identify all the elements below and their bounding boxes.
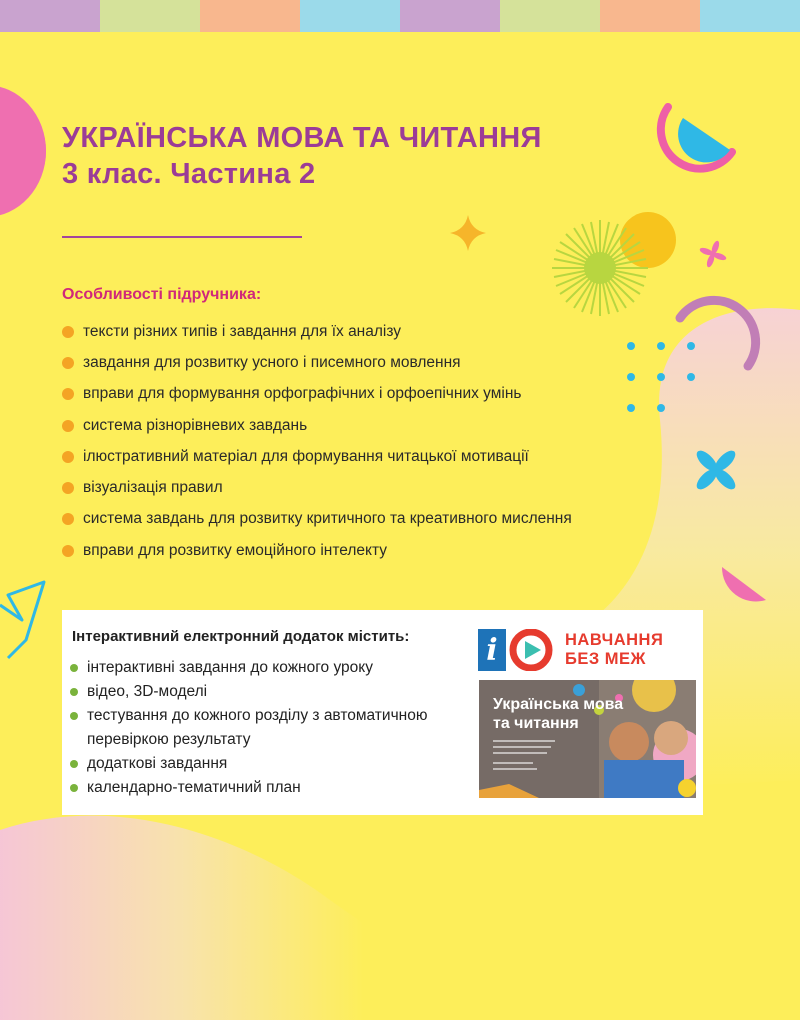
course-thumbnail[interactable] <box>479 680 696 798</box>
brand-name <box>565 631 663 669</box>
bullet-icon <box>62 513 74 525</box>
list-item <box>62 535 572 566</box>
pastel-wave-bottom <box>0 816 520 1020</box>
info-logo-icon: i <box>478 629 506 671</box>
list-item <box>62 316 572 347</box>
bullet-icon <box>70 760 78 768</box>
list-item <box>70 680 470 704</box>
interactive-heading: Інтерактивний електронний додаток містить: <box>72 628 410 645</box>
feature-text: система завдань для розвитку критичного та креативного мислення <box>83 510 572 528</box>
list-item <box>62 441 572 472</box>
brand-line-2: БЕЗ МЕЖ <box>565 650 646 668</box>
brand-logo[interactable] <box>478 629 663 671</box>
list-item <box>62 379 572 410</box>
title-line-1: УКРАЇНСЬКА МОВА ТА ЧИТАННЯ <box>62 122 542 154</box>
bullet-icon <box>62 388 74 400</box>
bullet-icon <box>62 357 74 369</box>
interactive-text: інтерактивні завдання до кожного уроку <box>87 659 374 676</box>
pink-circle-left <box>0 87 46 215</box>
list-item <box>70 752 470 776</box>
brand-line-1: НАВЧАННЯ <box>565 631 664 649</box>
play-logo-icon <box>509 629 555 671</box>
cyan-half-circle <box>678 118 730 162</box>
list-item <box>70 656 470 680</box>
bullet-icon <box>70 712 78 720</box>
feature-text: вправи для формування орфографічних і орфоепічних умінь <box>83 385 522 403</box>
feature-text: ілюстративний матеріал для формування читацької мотивації <box>83 447 529 465</box>
features-heading: Особливості підручника: <box>62 286 262 303</box>
bullet-icon <box>62 326 74 338</box>
bullet-icon <box>62 545 74 557</box>
feature-text: система різнорівневих завдань <box>83 416 308 434</box>
feature-text: тексти різних типів і завдання для їх аналізу <box>83 322 402 340</box>
feature-text: візуалізація правил <box>83 479 223 497</box>
yellow-sparkle <box>450 215 486 251</box>
list-item <box>62 410 572 441</box>
list-item <box>62 504 572 535</box>
interactive-addon-panel <box>62 610 703 815</box>
list-item <box>70 776 470 800</box>
list-item <box>70 704 470 752</box>
interactive-text: додаткові завдання <box>87 755 228 772</box>
list-item <box>62 472 572 503</box>
bullet-icon <box>70 688 78 696</box>
bullet-icon <box>62 482 74 494</box>
interactive-text: календарно-тематичний план <box>87 779 301 796</box>
thumbnail-title <box>493 695 643 733</box>
title-line-2: 3 клас. Частина 2 <box>62 158 316 190</box>
feature-text: завдання для розвитку усного і писемного мовлення <box>83 353 461 371</box>
thumbnail-title-line-1: Українська мова <box>493 696 624 713</box>
thumbnail-small-text <box>493 740 555 774</box>
bullet-icon <box>62 451 74 463</box>
cyan-zigzag <box>0 582 44 658</box>
page-title <box>62 120 542 192</box>
thumbnail-title-line-2: та читання <box>493 715 579 732</box>
title-divider <box>62 236 302 238</box>
interactive-text: тестування до кожного розділу з автоматичною перевіркою результату <box>87 707 428 748</box>
pink-small-flower <box>695 236 731 272</box>
green-starburst-center <box>584 252 616 284</box>
bullet-icon <box>62 420 74 432</box>
interactive-list <box>70 656 470 800</box>
bullet-icon <box>70 664 78 672</box>
list-item <box>62 347 572 378</box>
feature-text: вправи для розвитку емоційного інтелекту <box>83 541 388 559</box>
interactive-text: відео, 3D-моделі <box>87 683 208 700</box>
features-list <box>62 316 572 566</box>
bullet-icon <box>70 784 78 792</box>
